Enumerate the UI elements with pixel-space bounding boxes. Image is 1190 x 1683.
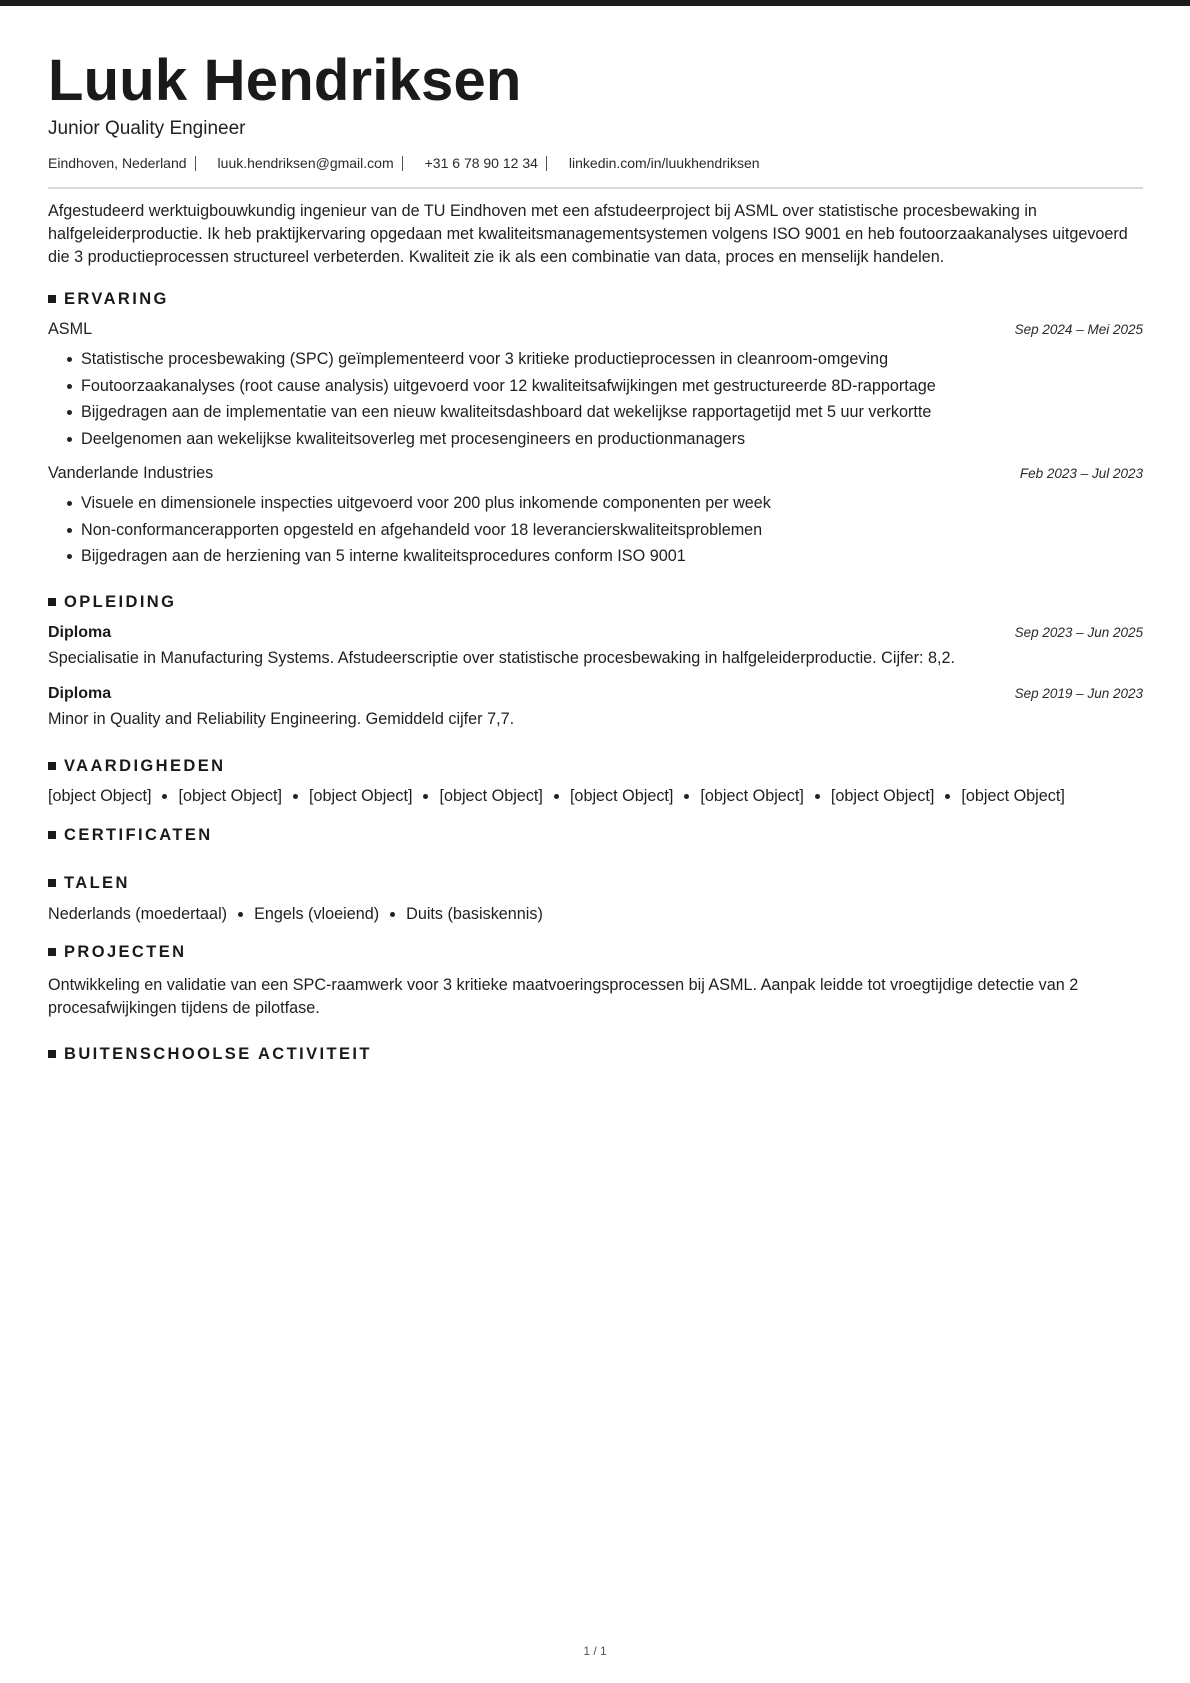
bullet-icon [162, 794, 167, 799]
bullet-icon [423, 794, 428, 799]
date-range: Feb 2023 – Jul 2023 [1019, 466, 1143, 481]
degree-name: Diploma [48, 624, 112, 641]
square-bullet-icon [48, 598, 56, 606]
square-bullet-icon [48, 831, 56, 839]
degree-name: Diploma [48, 685, 112, 702]
education-description: Specialisatie in Manufacturing Systems. Afstudeerscriptie over statistische procesbewaking in halfgeleiderproductie. Cijfer: 8,2. [48, 649, 955, 667]
company-name: ASML [48, 320, 93, 338]
contact-location: Eindhoven, Nederland [48, 155, 187, 171]
language-item: Engels (vloeiend) [254, 904, 380, 923]
page-indicator: 1 / 1 [583, 1644, 607, 1658]
bullet-icon [67, 384, 72, 389]
company-name: Vanderlande Industries [48, 464, 214, 482]
skill-item: [object Object] [48, 786, 152, 805]
language-item: Nederlands (moedertaal) [48, 904, 228, 923]
section-heading-projects: PROJECTEN [48, 942, 186, 962]
square-bullet-icon [48, 1050, 56, 1058]
contact-line [48, 154, 760, 172]
skill-item: [object Object] [961, 786, 1065, 805]
list-item: Deelgenomen aan wekelijkse kwaliteitsoverleg met procesengineers en productionmanagers [48, 426, 1143, 453]
section-heading-certificates: CERTIFICATEN [48, 825, 213, 845]
contact-linkedin[interactable]: linkedin.com/in/luukhendriksen [568, 155, 760, 171]
header-divider [48, 187, 1143, 189]
bullet-icon [67, 528, 72, 533]
bullet-icon [67, 437, 72, 442]
bullet-icon [67, 554, 72, 559]
bullet-icon [554, 794, 559, 799]
square-bullet-icon [48, 879, 56, 887]
contact-email[interactable]: luuk.hendriksen@gmail.com [217, 155, 394, 171]
square-bullet-icon [48, 762, 56, 770]
bullet-icon [815, 794, 820, 799]
projects-description: Ontwikkeling en validatie van een SPC-raamwerk voor 3 kritieke maatvoeringsprocessen bij ASML. Aanpak leidde tot vroegtijdige detectie van 2 procesafwijkingen tijdens de pilotfase. [48, 976, 1079, 1017]
list-item: Bijgedragen aan de herziening van 5 interne kwaliteitsprocedures conform ISO 9001 [48, 543, 1143, 570]
square-bullet-icon [48, 948, 56, 956]
date-range: Sep 2019 – Jun 2023 [1014, 686, 1143, 701]
date-range: Sep 2023 – Jun 2025 [1014, 625, 1143, 640]
education-item-header [48, 624, 1143, 642]
skill-item: [object Object] [308, 786, 413, 805]
experience-item-header [48, 464, 1143, 483]
top-accent-bar [0, 0, 1190, 6]
skill-item: [object Object] [178, 786, 282, 805]
section-heading-extracurricular: BUITENSCHOOLSE ACTIVITEIT [48, 1044, 372, 1064]
experience-bullets [48, 346, 1143, 452]
section-heading-skills: VAARDIGHEDEN [48, 756, 225, 776]
candidate-name: Luuk Hendriksen [48, 48, 522, 113]
list-item: Visuele en dimensionele inspecties uitgevoerd voor 200 plus inkomende componenten per week [48, 490, 1143, 517]
skill-item: [object Object] [439, 786, 543, 805]
contact-separator [402, 156, 403, 171]
skill-item: [object Object] [830, 786, 935, 805]
bullet-icon [390, 912, 395, 917]
bullet-icon [67, 501, 72, 506]
square-bullet-icon [48, 295, 56, 303]
list-item: Foutoorzaakanalyses (root cause analysis) uitgevoerd voor 12 kwaliteitsafwijkingen met gestructureerde 8D-rapportage [48, 373, 1143, 400]
section-heading-languages: TALEN [48, 873, 130, 893]
bullet-icon [293, 794, 298, 799]
skills-list [48, 785, 1065, 807]
languages-list [48, 903, 543, 925]
section-heading-education: OPLEIDING [48, 592, 176, 612]
list-item: Statistische procesbewaking (SPC) geïmplementeerd voor 3 kritieke productieprocessen in cleanroom-omgeving [48, 346, 1143, 373]
bullet-icon [684, 794, 689, 799]
experience-item-header [48, 320, 1143, 339]
contact-separator [195, 156, 196, 171]
list-item: Non-conformancerapporten opgesteld en afgehandeld voor 18 leverancierskwaliteitsproblemen [48, 517, 1143, 544]
experience-bullets [48, 490, 1143, 570]
bullet-icon [67, 357, 72, 362]
bullet-icon [945, 794, 950, 799]
section-heading-experience: ERVARING [48, 289, 169, 309]
education-item-header [48, 685, 1143, 703]
education-description: Minor in Quality and Reliability Engineering. Gemiddeld cijfer 7,7. [48, 710, 515, 728]
contact-phone[interactable]: +31 6 78 90 12 34 [424, 155, 538, 171]
job-title: Junior Quality Engineer [48, 118, 246, 139]
bullet-icon [67, 410, 72, 415]
date-range: Sep 2024 – Mei 2025 [1014, 322, 1143, 337]
profile-summary: Afgestudeerd werktuigbouwkundig ingenieur van de TU Eindhoven met een afstudeerproject bij ASML over statistische procesbewaking in halfgeleiderproductie. Ik heb praktijkervaring opgedaan met kwaliteitsmanagementsystemen volgens ISO 9001 en heb foutoorzaakanalyses uitgevoerd die 3 productieprocessen structureel verbeterden. Kwaliteit zie ik als een combinatie van data, proces en menselijk handelen. [48, 202, 1128, 266]
bullet-icon [238, 912, 243, 917]
language-item: Duits (basiskennis) [406, 904, 543, 923]
list-item: Bijgedragen aan de implementatie van een nieuw kwaliteitsdashboard dat wekelijkse rapportagetijd met 5 uur verkortte [48, 399, 1143, 426]
skill-item: [object Object] [700, 786, 804, 805]
skill-item: [object Object] [569, 786, 674, 805]
contact-separator [546, 156, 547, 171]
